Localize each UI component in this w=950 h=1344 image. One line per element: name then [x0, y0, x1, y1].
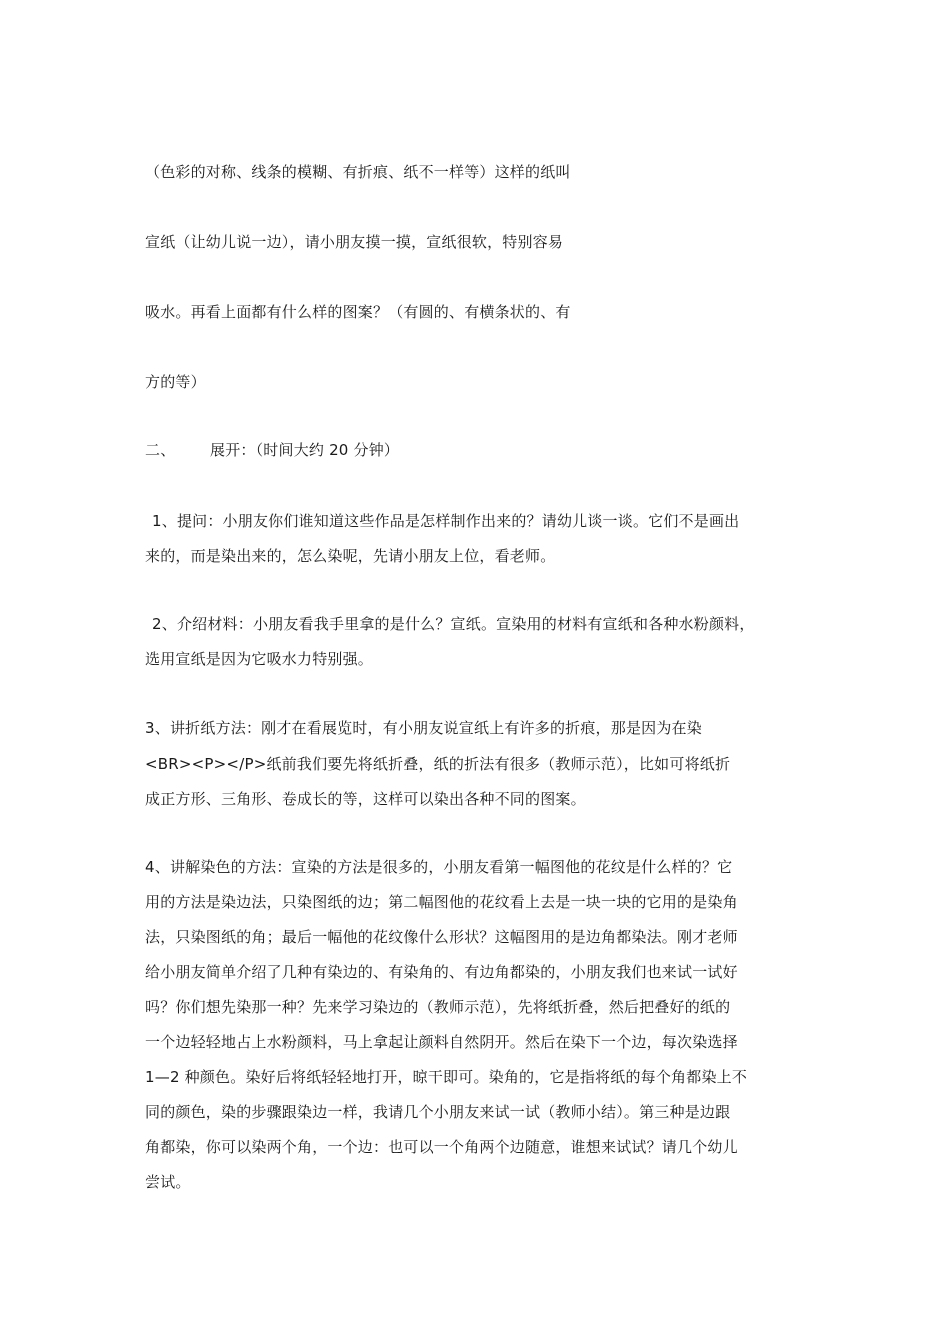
item-4-line-10: 尝试。 — [145, 1173, 191, 1191]
item-4-line-8: 同的颜色，染的步骤跟染边一样，我请几个小朋友来试一试（教师小结）。第三种是边跟 — [145, 1103, 731, 1121]
section-2-number: 二、 — [145, 441, 176, 459]
item-2-line-2: 选用宣纸是因为它吸水力特别强。 — [145, 650, 374, 668]
item-4-line-5: 吗？你们想先染那一种？先来学习染边的（教师示范），先将纸折叠，然后把叠好的纸的 — [145, 998, 731, 1016]
intro-line-3: 吸水。再看上面都有什么样的图案？（有圆的、有横条状的、有 — [145, 303, 571, 321]
item-4-line-1: 4、讲解染色的方法：宣染的方法是很多的，小朋友看第一幅图他的花纹是什么样的？它 — [145, 858, 733, 876]
item-1-line-1: 1、提问：小朋友你们谁知道这些作品是怎样制作出来的？请幼儿谈一谈。它们不是画出 — [152, 512, 740, 530]
item-3-line-3: 成正方形、三角形、卷成长的等，这样可以染出各种不同的图案。 — [145, 790, 586, 808]
item-4-line-9: 角都染，你可以染两个角，一个边：也可以一个角两个边随意，谁想来试试？请几个幼儿 — [145, 1138, 738, 1156]
intro-line-2: 宣纸（让幼儿说一边），请小朋友摸一摸，宣纸很软，特别容易 — [145, 233, 564, 251]
intro-line-4: 方的等） — [145, 373, 206, 391]
item-4-line-3: 法，只染图纸的角；最后一幅他的花纹像什么形状？这幅图用的是边角都染法。刚才老师 — [145, 928, 738, 946]
item-4-line-2: 用的方法是染边法，只染图纸的边；第二幅图他的花纹看上去是一块一块的它用的是染角 — [145, 893, 738, 911]
item-1-line-2: 来的，而是染出来的，怎么染呢，先请小朋友上位，看老师。 — [145, 547, 556, 565]
section-2-title: 展开：（时间大约 20 分钟） — [210, 441, 400, 459]
item-4-line-6: 一个边轻轻地占上水粉颜料，马上拿起让颜料自然阴开。然后在染下一个边，每次染选择 — [145, 1033, 738, 1051]
item-3-line-1: 3、讲折纸方法：刚才在看展览时，有小朋友说宣纸上有许多的折痕，那是因为在染 — [145, 719, 702, 737]
item-4-line-7: 1—2 种颜色。染好后将纸轻轻地打开，晾干即可。染角的，它是指将纸的每个角都染上不 — [145, 1068, 748, 1086]
item-2-line-1: 2、介绍材料：小朋友看我手里拿的是什么？宣纸。宣染用的材料有宣纸和各种水粉颜料， — [152, 615, 755, 633]
item-3-line-2: <BR><P></P>纸前我们要先将纸折叠，纸的折法有很多（教师示范），比如可将纸折 — [145, 755, 731, 773]
intro-line-1: （色彩的对称、线条的模糊、有折痕、纸不一样等）这样的纸叫 — [145, 163, 571, 181]
item-4-line-4: 给小朋友简单介绍了几种有染边的、有染角的、有边角都染的，小朋友我们也来试一试好 — [145, 963, 738, 981]
